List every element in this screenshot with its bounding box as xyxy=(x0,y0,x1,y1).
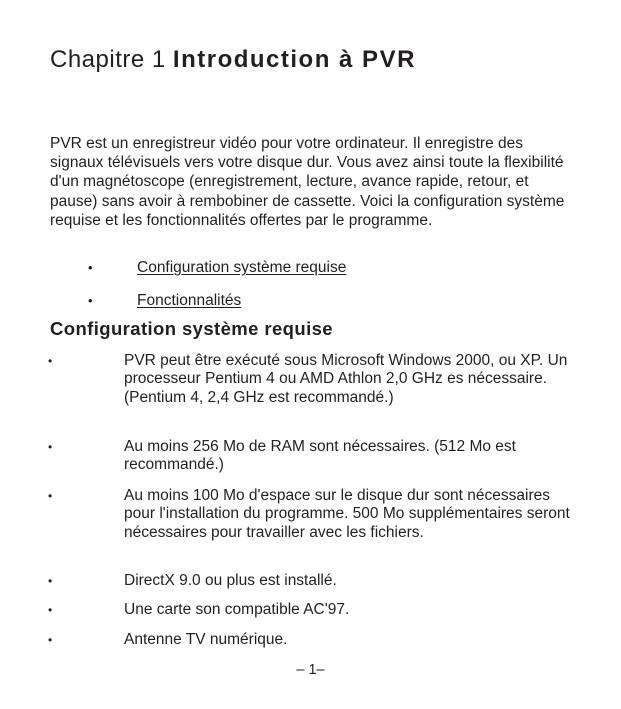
requirement-text: PVR peut être exécuté sous Microsoft Windows 2000, ou XP. Un processeur Pentium 4 ou AMD Athlon 2,0 GHz es nécessaire. (Pentium 4, 2,4 GHz est recommandé.) xyxy=(124,352,568,406)
requirement-text: Au moins 100 Mo d'espace sur le disque dur sont nécessaires pour l'installation du programme. 500 Mo supplémentaires seront nécessaires pour travailler avec les fichiers. xyxy=(124,487,570,541)
section-heading: Configuration système requise xyxy=(50,318,333,339)
chapter-heading xyxy=(50,46,416,74)
requirement-text: Une carte son compatible AC'97. xyxy=(124,601,350,618)
bullet-icon: • xyxy=(48,603,53,617)
bullet-icon: • xyxy=(48,633,53,647)
bullet-icon: • xyxy=(88,260,93,275)
toc-link-configuration[interactable]: Configuration système requise xyxy=(137,259,347,276)
chapter-title: Introduction à PVR xyxy=(172,46,416,73)
requirement-text: Antenne TV numérique. xyxy=(124,631,288,648)
toc-link-fonctionnalites[interactable]: Fonctionnalités xyxy=(137,292,242,309)
requirement-text: DirectX 9.0 ou plus est installé. xyxy=(124,572,337,589)
bullet-icon: • xyxy=(48,489,53,503)
bullet-icon: • xyxy=(48,440,53,454)
chapter-label: Chapitre 1 xyxy=(50,46,166,73)
bullet-icon: • xyxy=(48,574,53,588)
bullet-icon: • xyxy=(48,354,53,368)
page-number: – 1– xyxy=(296,662,325,678)
requirement-text: Au moins 256 Mo de RAM sont nécessaires. (512 Mo est recommandé.) xyxy=(124,438,516,474)
bullet-icon: • xyxy=(88,293,93,308)
intro-paragraph: PVR est un enregistreur vidéo pour votre ordinateur. Il enregistre des signaux télévisuels vers votre disque dur. Vous avez ainsi toute la flexibilité d'un magnétoscope (enregistrement, lecture, avance rapide, retour, et pause) sans avoir à rembobiner de cassette. Voici la configuration système requise et les fonctionnalités offertes par le programme. xyxy=(50,135,565,229)
